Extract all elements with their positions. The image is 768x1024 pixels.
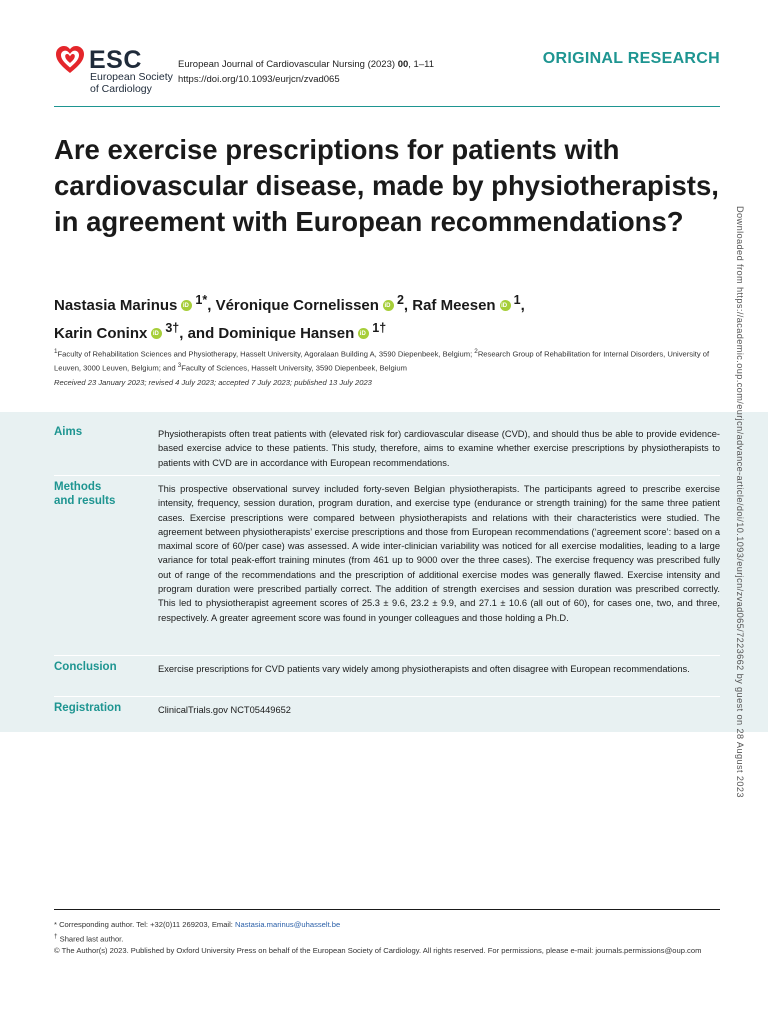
affil-sup: 3 (177, 362, 182, 370)
footnotes (54, 919, 754, 956)
conclusion-text: Exercise prescriptions for CVD patients vary widely among physiotherapists and often disagree with European recommendations. (158, 664, 690, 674)
registration-label: Registration (54, 702, 122, 714)
aims-label: Aims (54, 426, 83, 438)
abstract-divider (54, 696, 720, 697)
author-affil-sup: 1 (513, 293, 521, 307)
conclusion-label: Conclusion (54, 661, 117, 673)
author-name[interactable]: Véronique Cornelissen (215, 297, 379, 314)
page-header (54, 44, 720, 100)
shared-author-note (54, 931, 754, 945)
methods-label-line2: and results (54, 495, 116, 507)
affiliation-1: Faculty of Rehabilitation Sciences and Physiotherapy, Hasselt University, Agoralaan Building A, 3590 Diepenbeek, Belgium; (57, 349, 475, 359)
journal-volume: 00 (397, 59, 409, 70)
author-separator: , (520, 297, 525, 314)
abstract-divider (54, 655, 720, 656)
aims-text: Physiotherapists often treat patients with (elevated risk for) cardiovascular disease (CVD), and should thus be able to provide evidence-based exercise advice to these patients. This study, therefore, aims to examine whether exercise prescriptions by physiotherapists to patients with CVD are in accordance with European recommendations. (158, 429, 720, 468)
logo-subtitle (90, 71, 173, 95)
dagger-mark: † (54, 932, 58, 940)
registration-text[interactable]: ClinicalTrials.gov NCT05449652 (158, 705, 291, 715)
publication-dates: Received 23 January 2023; revised 4 July 2023; accepted 7 July 2023; published 13 July 2023 (54, 378, 372, 387)
download-watermark-text: Downloaded from https://academic.oup.com/eurjcn/advance-article/doi/10.1093/eurjcn/zvad065/7223662 by guest on 28 August 2023 (735, 206, 745, 798)
logo-subtitle-line1: European Society (90, 71, 173, 83)
journal-line (178, 57, 434, 72)
author-separator: , (207, 297, 216, 314)
corresponding-author-note (54, 919, 754, 931)
author-name[interactable]: Nastasia Marinus (54, 297, 178, 314)
orcid-icon[interactable] (500, 300, 511, 311)
orcid-icon[interactable] (151, 328, 162, 339)
copyright-note: © The Author(s) 2023. Published by Oxford University Press on behalf of the European Society of Cardiology. All rights reserved. For permissions, please e-mail: journals.permissions@oup.com (54, 945, 702, 955)
author-separator: , (403, 297, 413, 314)
corresponding-author-text: * Corresponding author. Tel: +32(0)11 269203, Email: (54, 920, 236, 929)
methods-label-line1: Methods (54, 481, 102, 493)
affil-sup: 2 (474, 348, 478, 355)
email-link[interactable]: Nastasia.marinus@uhasselt.be (235, 920, 341, 929)
footnote-divider (54, 909, 720, 910)
affiliation-3: Faculty of Sciences, Hasselt University, 3590 Diepenbeek, Belgium (181, 363, 407, 373)
methods-text: This prospective observational survey included forty-seven Belgian physiotherapists. The participants agreed to prescribe exercise intensity, frequency, session duration, program duration, and exercise type (endurance or strength training) for the same three patient cases. Exercise prescriptions were compared between physiotherapists and relations with their characteristics were studied. The agreement between physiotherapists’ exercise prescriptions and those from European recommendations (‘agreement score’: based on a maximal score of 60/per case) was assessed. A wide inter-clinician variability was noticed for all exercise modalities, leading to a large variance for total peak-effort training minutes (from 461 up to 9000 over the three cases). The exercise frequency was prescribed fully out of range of the recommendations and the prescription of additional exercise modes was generally flawed. Exercise intensity and program duration were prescribed partially correct. The addition of strength exercises and session duration was prescribed correctly. This led to physiotherapist agreement scores of 25.3 ± 9.6, 23.2 ± 9.9, and 27.1 ± 10.6 (all out of 60), for cases one, two, and three, respectively. A greater agreement score was found in younger colleagues and those holding a Ph.D. (158, 484, 720, 623)
download-watermark (733, 206, 745, 816)
journal-citation (178, 57, 434, 87)
esc-logo (54, 44, 174, 100)
author-name[interactable]: Karin Coninx (54, 325, 148, 342)
logo-subtitle-line2: of Cardiology (90, 83, 152, 95)
article-title: Are exercise prescriptions for patients with cardiovascular disease, made by physiotherapists, in agreement with European recommendations? (54, 134, 719, 237)
author-name[interactable]: Dominique Hansen (218, 325, 355, 342)
orcid-icon[interactable] (358, 328, 369, 339)
author-affil-sup: 3† (165, 321, 180, 335)
orcid-icon[interactable] (181, 300, 192, 311)
author-affil-sup: 1† (372, 321, 387, 335)
shared-author-text: Shared last author. (57, 934, 124, 944)
orcid-icon[interactable] (383, 300, 394, 311)
affiliation-2: Research Group of Rehabilitation for Internal Disorders, University of Leuven, 3000 Leuven, Belgium; and (54, 349, 710, 373)
author-name[interactable]: Raf Meesen (412, 297, 496, 314)
journal-name: European Journal of Cardiovascular Nursing (2023) (178, 59, 396, 70)
author-affil-sup: 1* (195, 293, 208, 307)
header-divider (54, 106, 720, 107)
affil-sup: 1 (54, 348, 58, 355)
affiliations (54, 346, 720, 374)
journal-pages: , 1–11 (408, 59, 434, 70)
abstract-divider (54, 475, 720, 476)
author-list (54, 289, 714, 345)
author-separator: , and (179, 325, 219, 342)
structured-abstract (0, 412, 768, 732)
logo-wordmark: ESC (89, 46, 142, 74)
doi-link[interactable]: https://doi.org/10.1093/eurjcn/zvad065 (178, 74, 340, 85)
methods-label (54, 480, 144, 508)
esc-heart-logo-icon (54, 44, 86, 76)
article-type-label: ORIGINAL RESEARCH (542, 50, 720, 67)
author-affil-sup: 2 (396, 293, 404, 307)
